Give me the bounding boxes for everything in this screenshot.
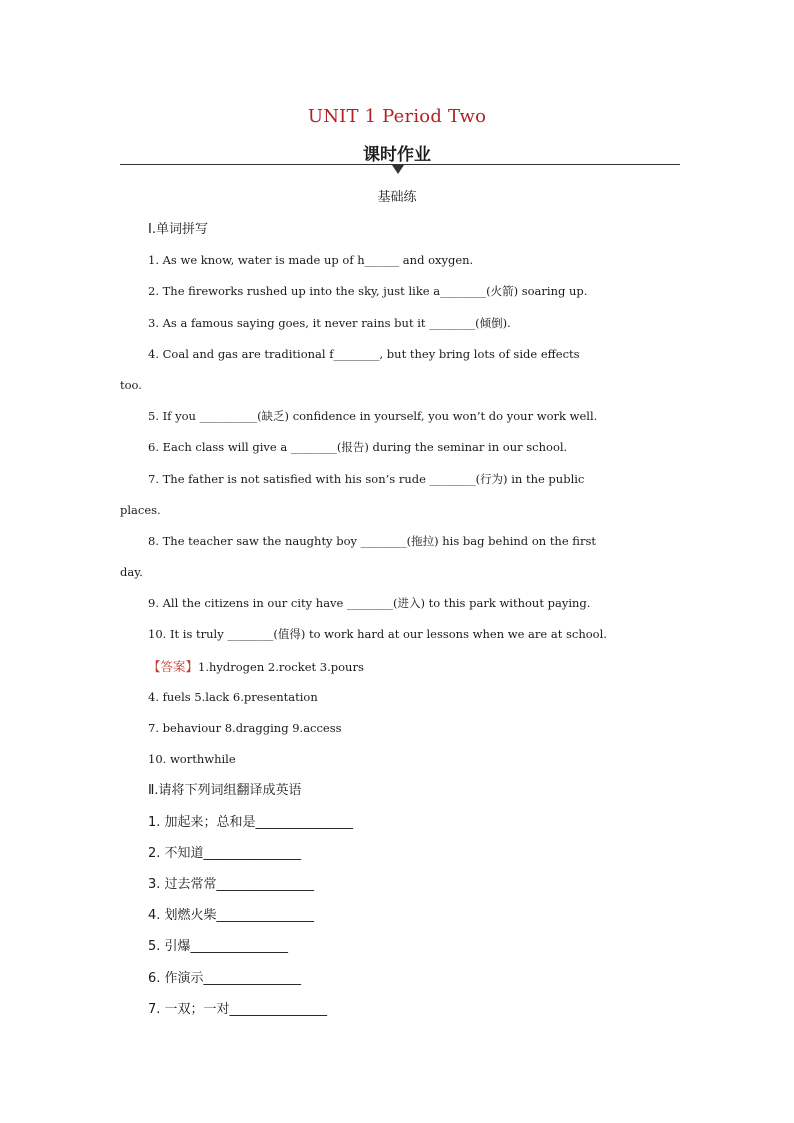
exercise-line: 10. It is truly ________(值得) to work hard at our lessons when we are at school. xyxy=(148,627,607,642)
exercise-line-continued: places. xyxy=(120,502,161,517)
part2-heading: Ⅱ.请将下列词组翻译成英语 xyxy=(148,783,302,799)
part1-heading: Ⅰ.单词拼写 xyxy=(148,222,208,237)
exercise-line: 9. All the citizens in our city have ________(进入) to this park without paying. xyxy=(148,596,591,611)
answer-line xyxy=(120,651,676,682)
translation-line: 5. 引爆_______________ xyxy=(148,939,289,955)
exercise-line-continued: too. xyxy=(120,377,142,392)
translation-line: 3. 过去常常_______________ xyxy=(148,876,315,892)
exercise-line: 2. The fireworks rushed up into the sky, just like a________(火箭) soaring up. xyxy=(148,284,588,299)
page-title: UNIT 1 Period Two xyxy=(307,106,487,127)
exercise-content xyxy=(120,214,676,1025)
translation-line: 7. 一双；一对_______________ xyxy=(148,1001,328,1017)
exercise-line: 3. As a famous saying goes, it never rains but it ________(倾倒). xyxy=(148,315,511,330)
translation-line: 1. 加起来；总和是_______________ xyxy=(148,814,354,830)
section-heading: 基础练 xyxy=(377,190,417,205)
answer-text: 1.hydrogen 2.rocket 3.pours xyxy=(198,659,364,674)
translation-line: 4. 划燃火柴_______________ xyxy=(148,908,315,924)
answer-tag: 【答案】 xyxy=(148,658,199,674)
page-subtitle: 课时作业 xyxy=(363,145,431,165)
translation-line: 6. 作演示_______________ xyxy=(148,970,302,986)
exercise-line: 7. The father is not satisfied with his son’s rude ________(行为) in the public xyxy=(148,471,585,486)
translation-line: 2. 不知道_______________ xyxy=(148,845,302,861)
exercise-line: 1. As we know, water is made up of h______ and oxygen. xyxy=(148,253,474,268)
exercise-line: 6. Each class will give a ________(报告) during the seminar in our school. xyxy=(148,440,568,455)
triangle-marker-icon xyxy=(392,165,404,174)
answer-line: 7. behaviour 8.dragging 9.access xyxy=(148,721,342,735)
exercise-line: 5. If you __________(缺乏) confidence in yourself, you won’t do your work well. xyxy=(148,409,598,424)
answer-line: 10. worthwhile xyxy=(148,752,236,767)
exercise-line: 8. The teacher saw the naughty boy ________(拖拉) his bag behind on the first xyxy=(148,533,596,548)
exercise-line-continued: day. xyxy=(120,565,143,580)
exercise-line: 4. Coal and gas are traditional f________, but they bring lots of side effects xyxy=(148,346,580,361)
answer-line: 4. fuels 5.lack 6.presentation xyxy=(148,689,318,704)
